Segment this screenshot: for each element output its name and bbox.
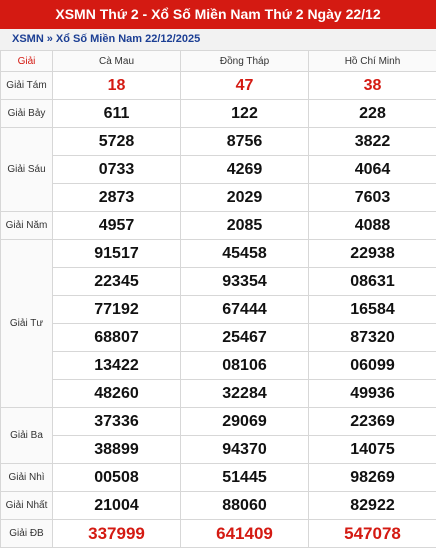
prize-number: 611: [53, 100, 181, 128]
prize-number: 77192: [53, 296, 181, 324]
prize-number: 38899: [53, 436, 181, 464]
prize-number: 87320: [309, 324, 436, 352]
prize-number: 25467: [181, 324, 309, 352]
page-title: XSMN Thứ 2 - Xổ Số Miền Nam Thứ 2 Ngày 22/12: [0, 0, 436, 29]
prize-number: 337999: [53, 520, 181, 548]
prize-number: 08631: [309, 268, 436, 296]
prize-row: [1, 520, 436, 548]
prize-row: [1, 268, 436, 296]
prize-number: 4269: [181, 156, 309, 184]
province-header[interactable]: Cà Mau: [53, 51, 181, 72]
prize-number: 16584: [309, 296, 436, 324]
prize-number: 94370: [181, 436, 309, 464]
prize-label: Giải ĐB: [1, 520, 53, 548]
prize-label: Giải Tư: [1, 240, 53, 408]
prize-row: [1, 324, 436, 352]
prize-number: 7603: [309, 184, 436, 212]
prize-row: [1, 100, 436, 128]
prize-number: 5728: [53, 128, 181, 156]
prize-row: [1, 436, 436, 464]
prize-row: [1, 296, 436, 324]
prize-label: Giải Ba: [1, 408, 53, 464]
prize-number: 2085: [181, 212, 309, 240]
prize-row: [1, 156, 436, 184]
prize-number: 0733: [53, 156, 181, 184]
breadcrumb: [0, 29, 436, 50]
prize-label: Giải Nhì: [1, 464, 53, 492]
prize-number: 68807: [53, 324, 181, 352]
prize-number: 122: [181, 100, 309, 128]
prize-number: 91517: [53, 240, 181, 268]
prize-number: 2873: [53, 184, 181, 212]
prize-number: 2029: [181, 184, 309, 212]
prize-number: 00508: [53, 464, 181, 492]
prize-row: [1, 408, 436, 436]
province-header[interactable]: Đồng Tháp: [181, 51, 309, 72]
prize-number: 8756: [181, 128, 309, 156]
prize-number: 18: [53, 72, 181, 100]
prize-number: 4088: [309, 212, 436, 240]
prize-row: [1, 184, 436, 212]
prize-number: 49936: [309, 380, 436, 408]
prize-number: 47: [181, 72, 309, 100]
prize-number: 51445: [181, 464, 309, 492]
prize-number: 38: [309, 72, 436, 100]
prize-number: 67444: [181, 296, 309, 324]
prize-row: [1, 380, 436, 408]
prize-number: 21004: [53, 492, 181, 520]
prize-number: 14075: [309, 436, 436, 464]
prize-number: 641409: [181, 520, 309, 548]
prize-number: 88060: [181, 492, 309, 520]
prize-label: Giải Bảy: [1, 100, 53, 128]
prize-number: 22938: [309, 240, 436, 268]
prize-number: 4957: [53, 212, 181, 240]
prize-row: [1, 212, 436, 240]
prize-number: 06099: [309, 352, 436, 380]
prize-number: 08106: [181, 352, 309, 380]
prize-number: 48260: [53, 380, 181, 408]
breadcrumb-current-link[interactable]: Xổ Số Miền Nam 22/12/2025: [55, 33, 201, 45]
prize-number: 32284: [181, 380, 309, 408]
prize-number: 29069: [181, 408, 309, 436]
prize-number: 13422: [53, 352, 181, 380]
breadcrumb-separator: »: [46, 33, 53, 45]
prize-number: 3822: [309, 128, 436, 156]
prize-label: Giải Sáu: [1, 128, 53, 212]
breadcrumb-home-link[interactable]: XSMN: [12, 33, 44, 45]
prize-row: [1, 128, 436, 156]
prize-label: Giải Tám: [1, 72, 53, 100]
prize-number: 45458: [181, 240, 309, 268]
prize-label: Giải Nhất: [1, 492, 53, 520]
prize-number: 228: [309, 100, 436, 128]
prize-row: [1, 492, 436, 520]
prize-row: [1, 352, 436, 380]
prize-column-header: Giải: [1, 51, 53, 72]
prize-number: 93354: [181, 268, 309, 296]
table-header-row: [1, 51, 436, 72]
prize-row: [1, 240, 436, 268]
prize-number: 22345: [53, 268, 181, 296]
prize-number: 37336: [53, 408, 181, 436]
province-header[interactable]: Hồ Chí Minh: [309, 51, 436, 72]
prize-number: 4064: [309, 156, 436, 184]
prize-number: 82922: [309, 492, 436, 520]
prize-number: 547078: [309, 520, 436, 548]
prize-row: [1, 72, 436, 100]
prize-number: 22369: [309, 408, 436, 436]
prize-row: [1, 464, 436, 492]
prize-label: Giải Năm: [1, 212, 53, 240]
results-table: [0, 50, 436, 548]
prize-number: 98269: [309, 464, 436, 492]
